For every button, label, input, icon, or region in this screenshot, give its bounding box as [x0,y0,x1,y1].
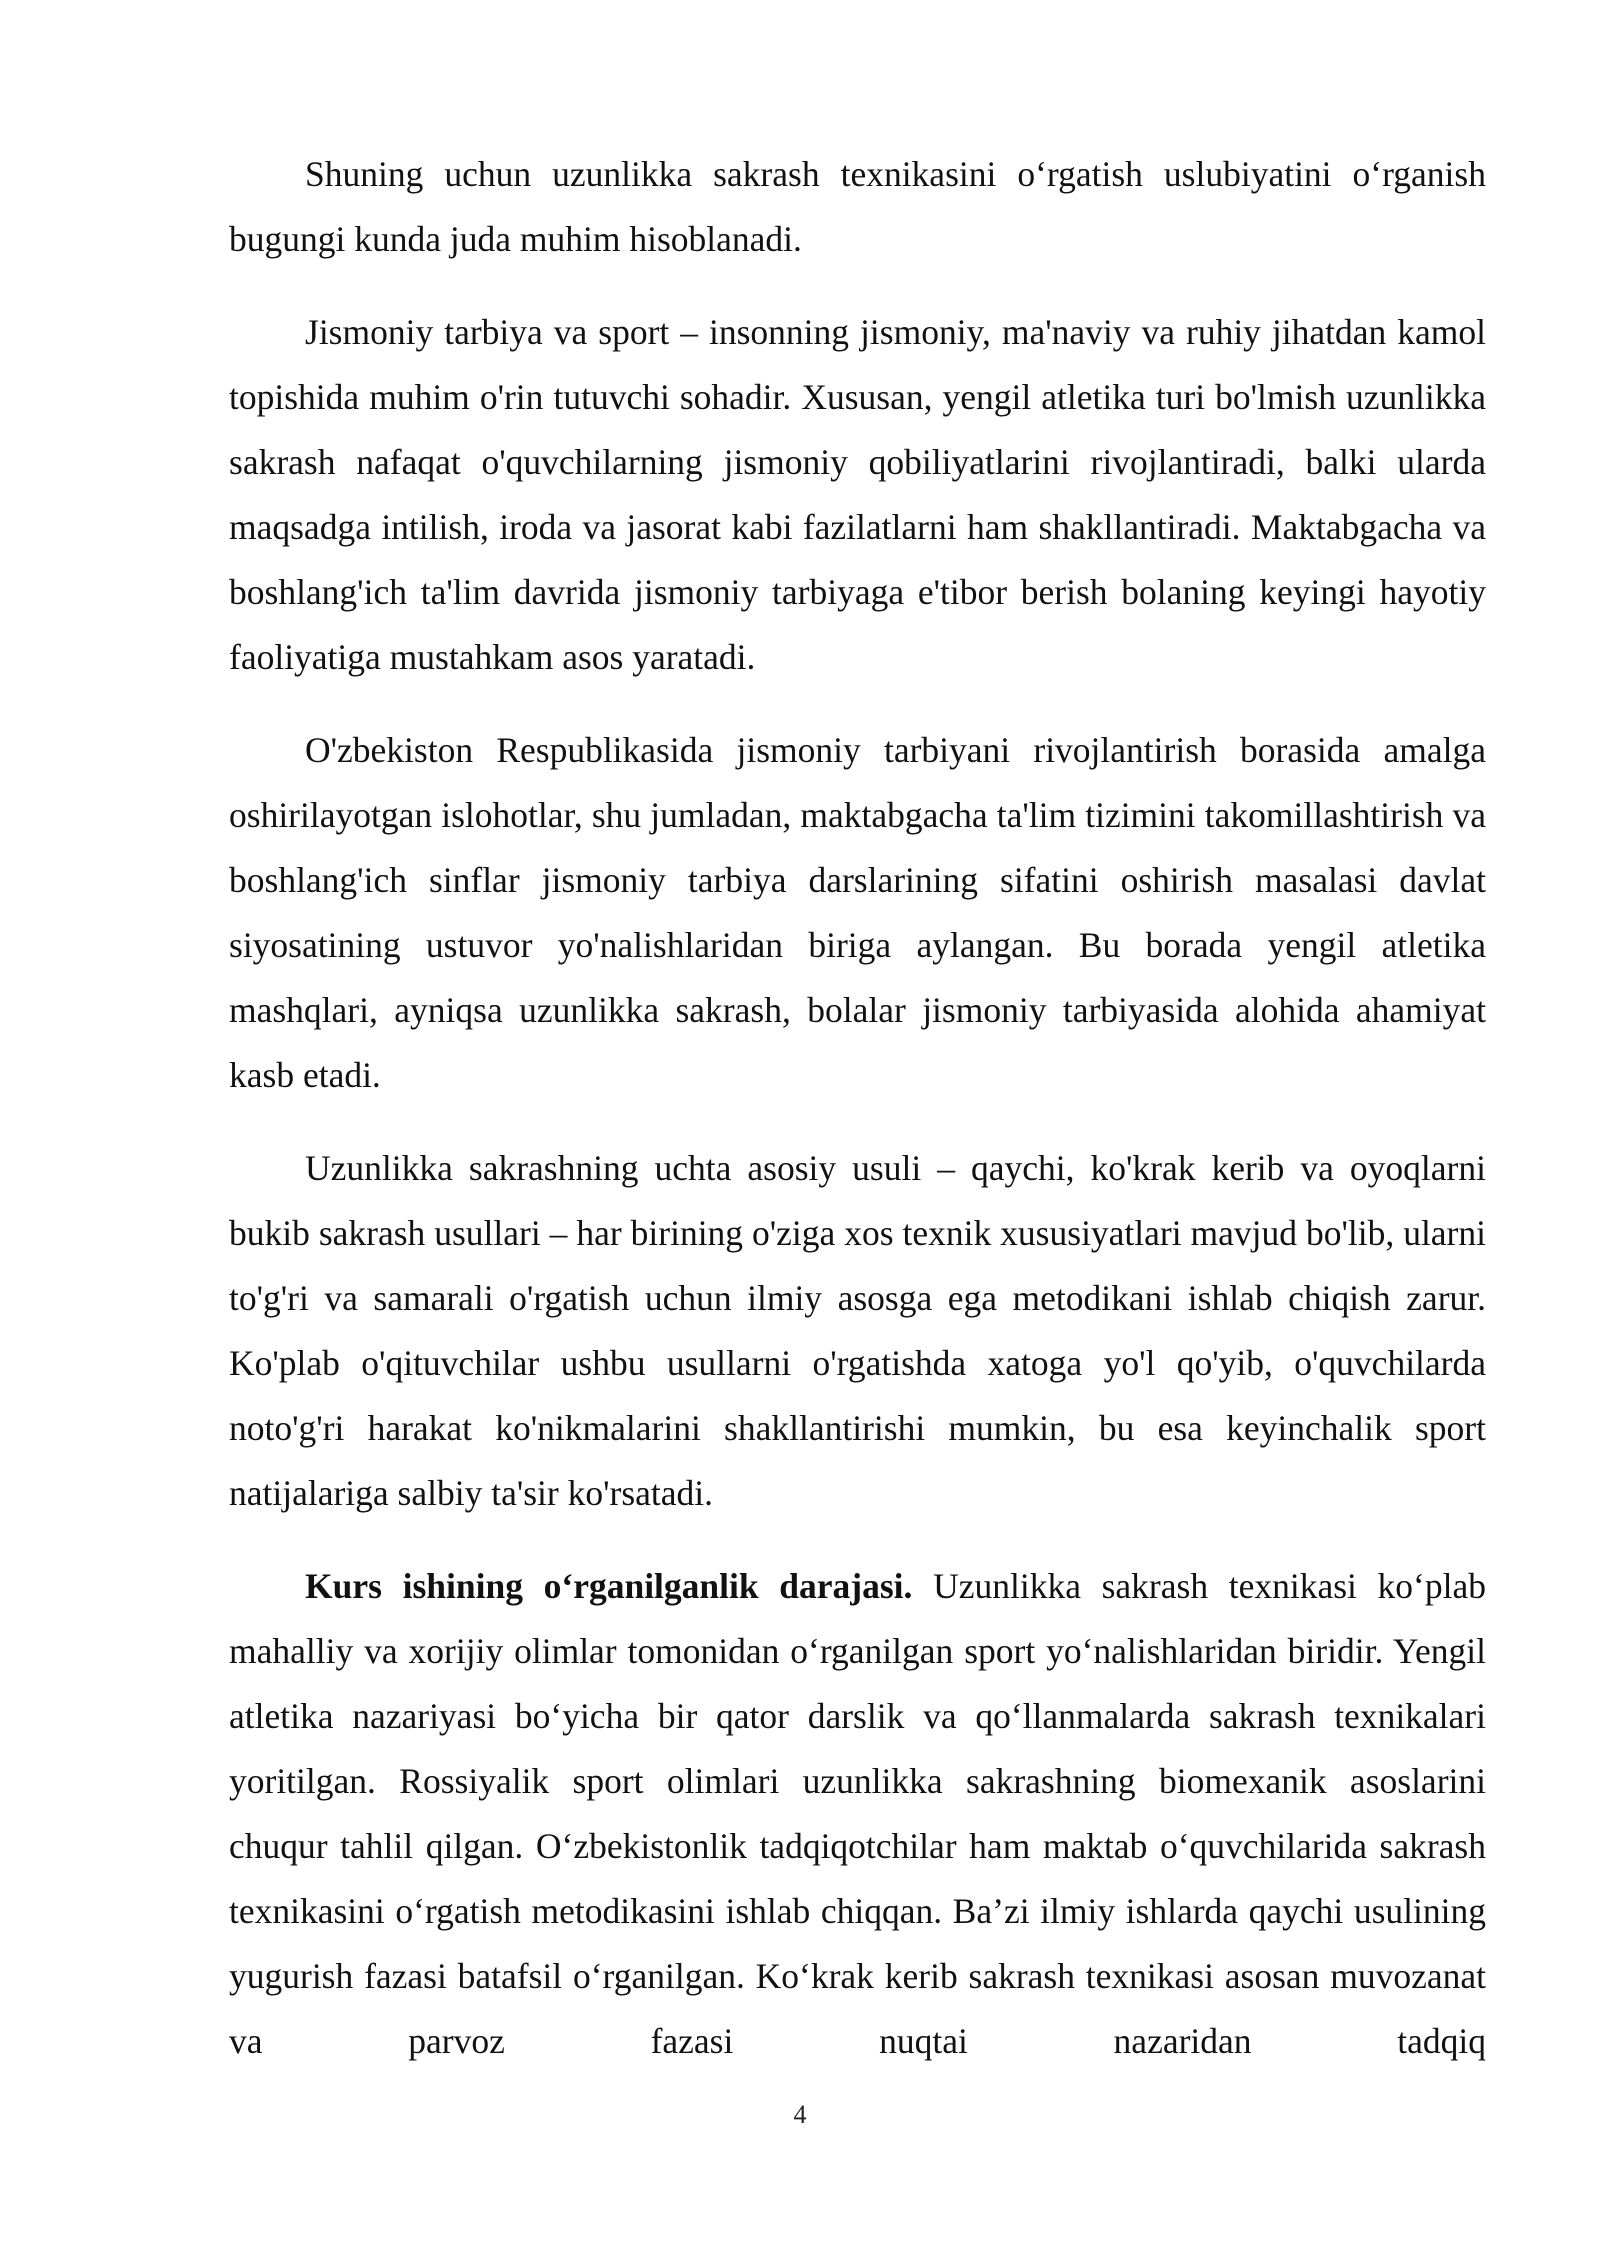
paragraph-3-text: O'zbekiston Respublikasida jismoniy tarbiyani rivojlantirish borasida amalga oshirilayotgan islohotlar, shu jumladan, maktabgacha ta'lim tizimini takomillashtirish va boshlang'ich sinflar jismoniy tarbiya darslarining sifatini oshirish masalasi davlat siyosatining ustuvor yo'nalishlaridan biriga aylangan. Bu borada yengil atletika mashqlari, ayniqsa uzunlikka sakrash, bolalar jismoniy tarbiyasida alohida ahamiyat kasb etadi. [229,730,1486,1095]
section-heading-lead: Kurs ishining o‘rganilganlik darajasi. [305,1566,913,1606]
paragraph-5-text: Uzunlikka sakrash texnikasi ko‘plab mahalliy va xorijiy olimlar tomonidan o‘rganilgan sport yo‘nalishlaridan biridir. Yengil atletika nazariyasi bo‘yicha bir qator darslik va qo‘llanmalarda sakrash texnikalari yoritilgan. Rossiyalik sport olimlari uzunlikka sakrashning biomexanik asoslarini chuqur tahlil qilgan. O‘zbekistonlik tadqiqotchilar ham maktab o‘quvchilarida sakrash texnikasini o‘rgatish metodikasini ishlab chiqqan. Ba’zi ilmiy ishlarda qaychi usulining yugurish fazasi batafsil o‘rganilgan. Ko‘krak kerib sakrash texnikasi asosan muvozanat va parvoz fazasi nuqtai nazaridan tadqiq [229,1566,1486,2061]
paragraph-4 [229,1136,1486,1526]
paragraph-1-text: Shuning uchun uzunlikka sakrash texnikasini o‘rgatish uslubiyatini o‘rganish bugungi kunda juda muhim hisoblanadi. [229,154,1486,259]
paragraph-3 [229,718,1486,1108]
paragraph-2-text: Jismoniy tarbiya va sport – insonning jismoniy, ma'naviy va ruhiy jihatdan kamol topishida muhim o'rin tutuvchi sohadir. Xususan, yengil atletika turi bo'lmish uzunlikka sakrash nafaqat o'quvchilarning jismoniy qobiliyatlarini rivojlantiradi, balki ularda maqsadga intilish, iroda va jasorat kabi fazilatlarni ham shakllantiradi. Maktabgacha va boshlang'ich ta'lim davrida jismoniy tarbiyaga e'tibor berish bolaning keyingi hayotiy faoliyatiga mustahkam asos yaratadi. [229,312,1486,677]
document-body [229,142,1486,2102]
paragraph-5 [229,1554,1486,2074]
paragraph-1 [229,142,1486,272]
page-number: 4 [793,2100,807,2129]
paragraph-4-text: Uzunlikka sakrashning uchta asosiy usuli – qaychi, ko'krak kerib va oyoqlarni bukib sakrash usullari – har birining o'ziga xos texnik xususiyatlari mavjud bo'lib, ularni to'g'ri va samarali o'rgatish uchun ilmiy asosga ega metodikani ishlab chiqish zarur. Ko'plab o'qituvchilar ushbu usullarni o'rgatishda xatoga yo'l qo'yib, o'quvchilarda noto'g'ri harakat ko'nikmalarini shakllantirishi mumkin, bu esa keyinchalik sport natijalariga salbiy ta'sir ko'rsatadi. [229,1148,1486,1513]
paragraph-2 [229,300,1486,690]
